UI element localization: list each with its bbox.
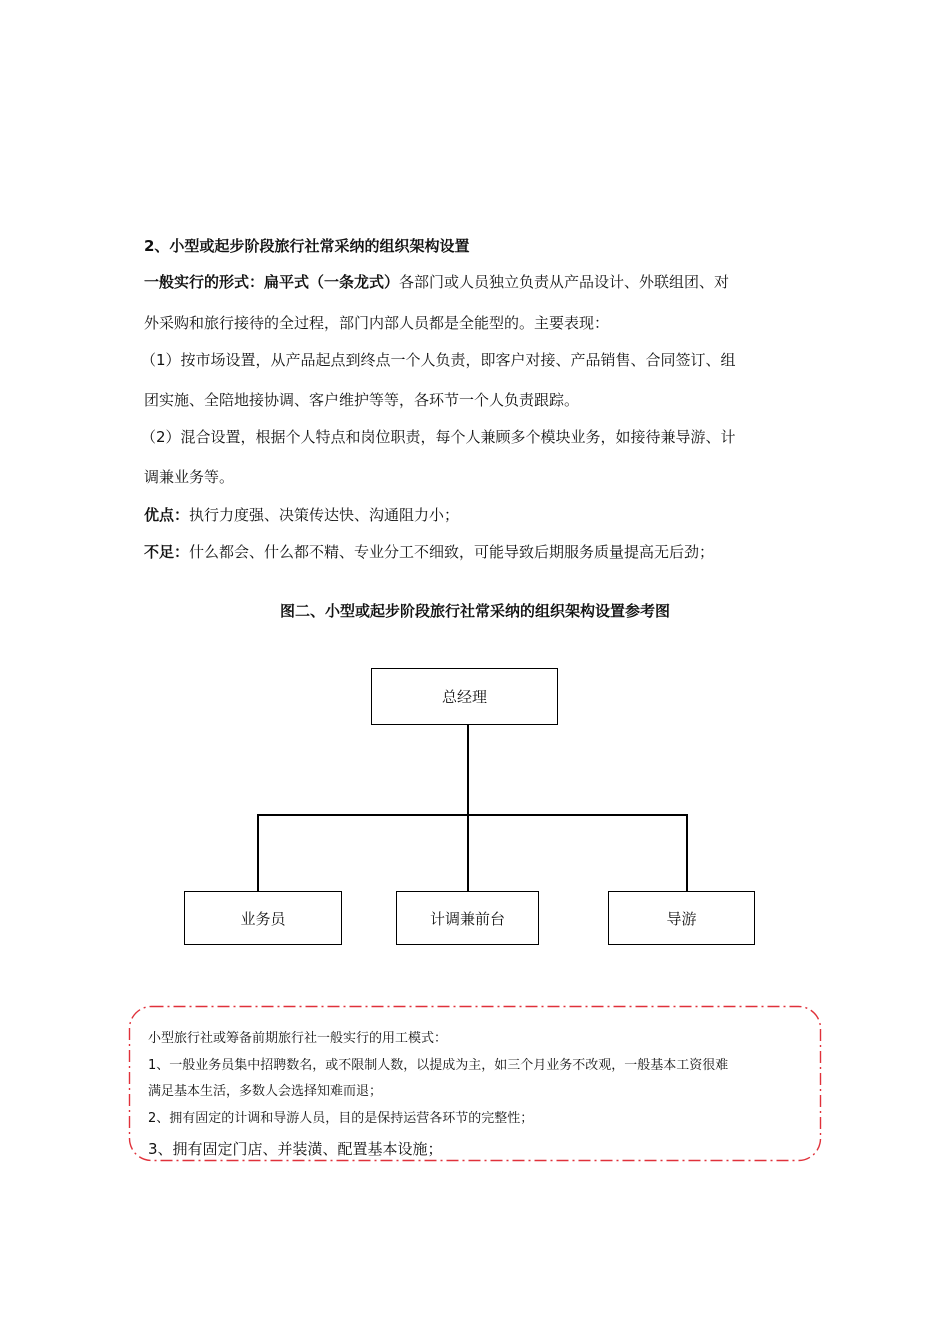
pros-line — [144, 505, 459, 525]
org-node-salesperson: 业务员 — [184, 891, 342, 945]
item2-line2: 调兼业务等。 — [144, 468, 235, 486]
note-line-2: 2、拥有固定的计调和导游人员，目的是保持运营各环节的完整性； — [148, 1111, 534, 1126]
form-label: 一般实行的形式：扁平式（一条龙式） — [144, 273, 400, 291]
form-text-1: 各部门或人员独立负责从产品设计、外联组团、对 — [399, 273, 730, 291]
connector-center — [467, 814, 469, 892]
item2-line1: （2）混合设置，根据个人特点和岗位职责，每个人兼顾多个模块业务，如接待兼导游、计 — [141, 428, 736, 446]
cons-line — [144, 542, 714, 562]
pros-text: 执行力度强、决策传达快、沟通阻力小； — [189, 506, 460, 524]
form-paragraph — [144, 272, 729, 292]
connector-vertical-main — [467, 725, 469, 815]
cons-text: 什么都会、什么都不精、专业分工不细致，可能导致后期服务质量提高无后劲； — [189, 543, 715, 561]
note-line-3: 3、拥有固定门店、并装潢、配置基本设施； — [148, 1140, 443, 1158]
connector-horizontal — [257, 814, 688, 816]
employment-note-box — [128, 1005, 822, 1162]
cons-label: 不足： — [144, 543, 190, 561]
note-title: 小型旅行社或筹备前期旅行社一般实行的用工模式： — [148, 1031, 448, 1046]
org-node-planner-reception: 计调兼前台 — [396, 891, 539, 945]
note-line-1b: 满足基本生活，多数人会选择知难而退； — [148, 1084, 383, 1099]
form-text-2: 外采购和旅行接待的全过程，部门内部人员都是全能型的。主要表现： — [144, 314, 610, 332]
figure-title: 图二、小型或起步阶段旅行社常采纳的组织架构设置参考图 — [279, 602, 670, 620]
org-node-tour-guide: 导游 — [608, 891, 755, 945]
item1-line2: 团实施、全陪地接协调、客户维护等等，各环节一个人负责跟踪。 — [144, 391, 580, 409]
section-heading: 2、小型或起步阶段旅行社常采纳的组织架构设置 — [144, 237, 470, 255]
item1-line1: （1）按市场设置，从产品起点到终点一个人负责，即客户对接、产品销售、合同签订、组 — [141, 351, 736, 369]
note-line-1a: 1、一般业务员集中招聘数名，或不限制人数，以提成为主，如三个月业务不改观，一般基本工资很难 — [148, 1058, 729, 1073]
pros-label: 优点： — [144, 506, 190, 524]
org-node-general-manager: 总经理 — [371, 668, 558, 725]
connector-left — [257, 814, 259, 892]
connector-right — [686, 814, 688, 892]
